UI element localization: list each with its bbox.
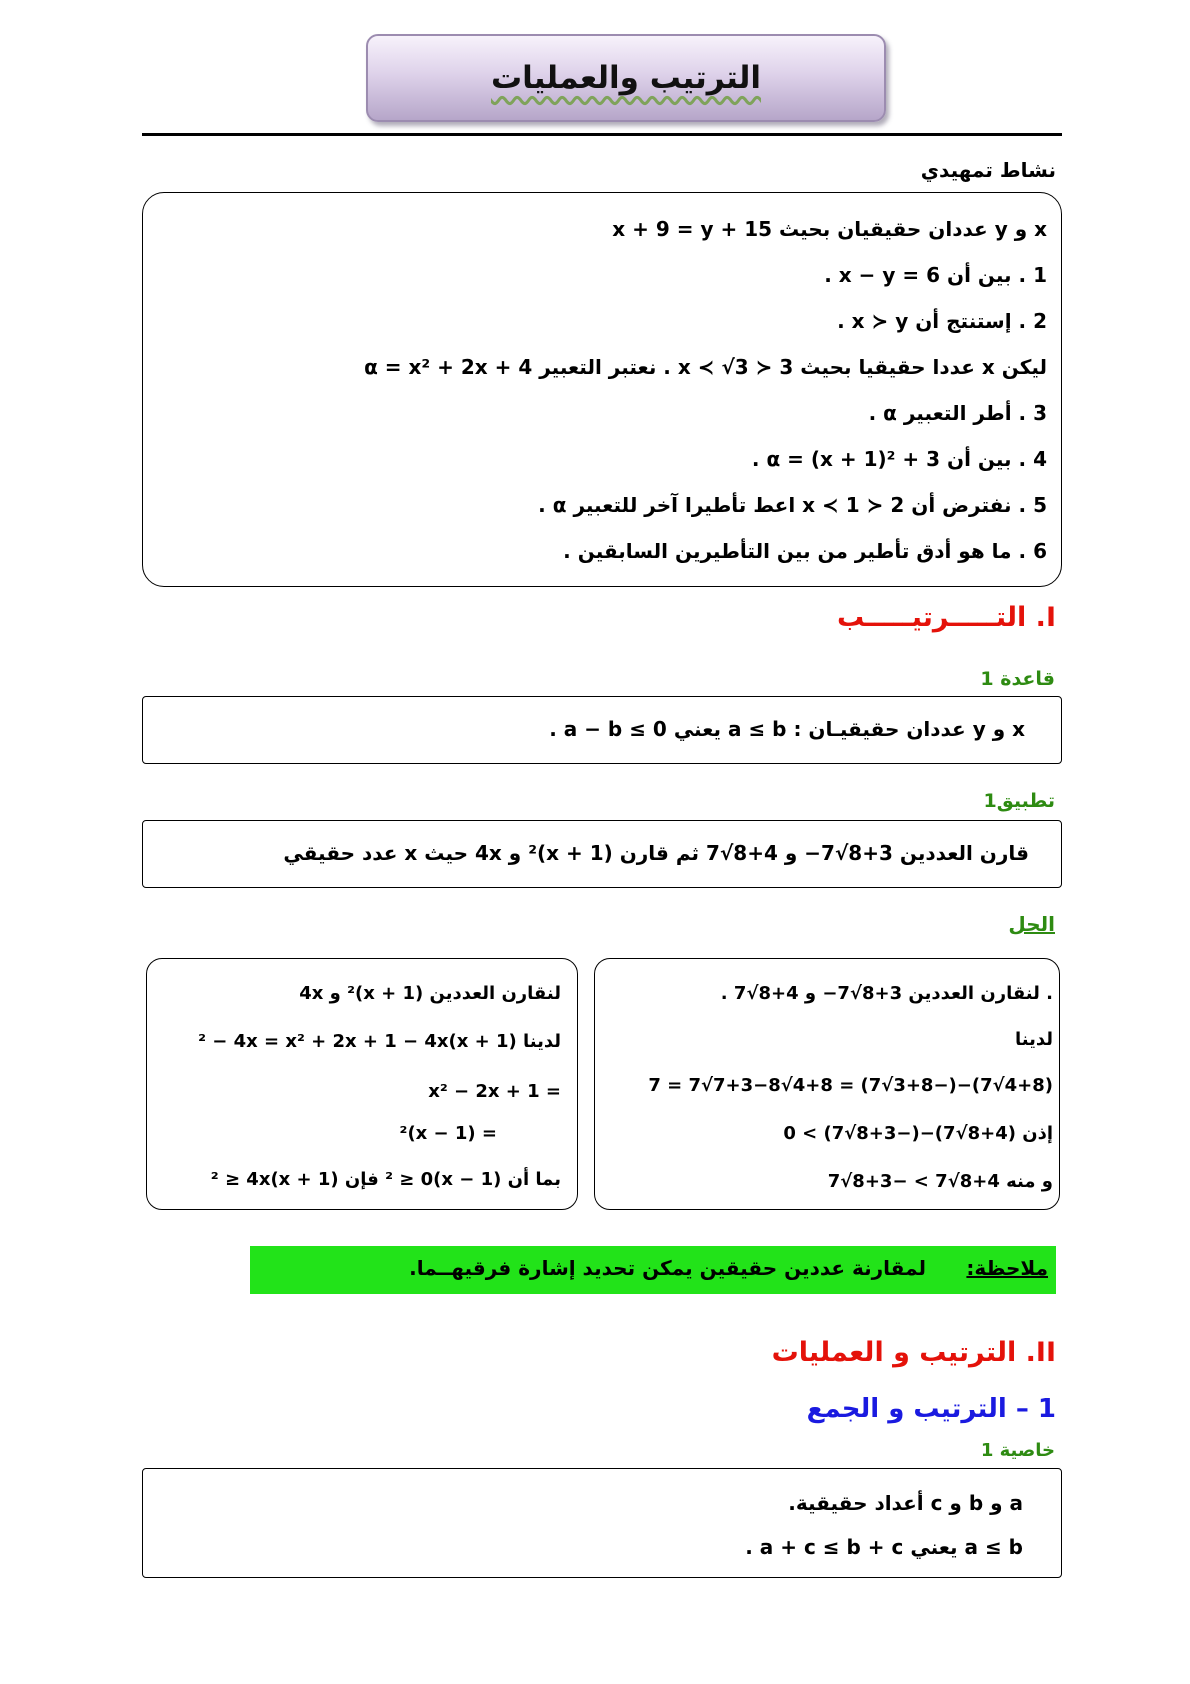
section-2-title: II. الترتيب و العمليات: [771, 1337, 1056, 1368]
activity-line-4: ليكن x عددا حقيقيا بحيث 3 ≺ x ≺ √3 . نعتبر التعبير α = x² + 2x + 4: [364, 355, 1047, 379]
activity-line-7: 5 . نفترض أن 2 ≺ x ≺ 1 اعط تأطيرا آخر للتعبير α .: [538, 493, 1047, 517]
title-banner: [366, 34, 886, 122]
solution-label: الحل: [1008, 912, 1055, 936]
solution-left-line-2: لدينا (x + 1)² − 4x = x² + 2x + 1 − 4x: [198, 1031, 561, 1052]
activity-line-8: 6 . ما هو أدق تأطير من بين التأطيرين السابقين .: [563, 539, 1047, 563]
note-bar: [250, 1246, 1056, 1294]
solution-right-box: [594, 958, 1060, 1210]
section-1-title: I. التـــــرتيـــــب: [837, 602, 1056, 633]
solution-right-line-2: لدينا: [1014, 1029, 1053, 1050]
rule-text: x و y عددان حقيقيـان : a ≤ b يعني a − b ≤ 0 .: [549, 717, 1025, 741]
title-rule: [142, 133, 1062, 136]
rule-label: قاعدة 1: [980, 668, 1055, 690]
note-text: لمقارنة عددين حقيقين يمكن تحديد إشارة فرقيهــما.: [409, 1256, 926, 1280]
rule-box: [142, 696, 1062, 764]
solution-left-line-1: لنقارن العددين (x + 1)² و 4x: [299, 983, 561, 1004]
solution-left-line-4: = (x − 1)²: [399, 1123, 497, 1144]
property-box: [142, 1468, 1062, 1578]
solution-right-line-1: . لنقارن العددين 3+8√7− و 4+8√7 .: [720, 983, 1053, 1004]
application-text: قارن العددين 3+8√7− و 4+8√7 ثم قارن (x + 1)² و 4x حيث x عدد حقيقي: [283, 841, 1029, 865]
solution-left-line-5: بما أن (x − 1)² ≥ 0 فإن (x + 1)² ≥ 4x: [210, 1169, 561, 1190]
property-label: خاصية 1: [980, 1440, 1055, 1461]
activity-line-3: 2 . إستنتج أن x ≻ y .: [837, 309, 1047, 333]
activity-line-1: x و y عددان حقيقيان بحيث x + 9 = y + 15: [612, 217, 1047, 241]
property-line-2: a ≤ b يعني a + c ≤ b + c .: [745, 1535, 1023, 1559]
page-title: الترتيب والعمليات: [490, 60, 762, 96]
activity-line-5: 3 . أطر التعبير α .: [868, 401, 1047, 425]
activity-line-2: 1 . بين أن x − y = 6 .: [824, 263, 1047, 287]
property-line-1: a و b و c أعداد حقيقية.: [788, 1491, 1023, 1515]
application-box: [142, 820, 1062, 888]
subsection-1-title: 1 – الترتيب و الجمع: [806, 1394, 1056, 1424]
solution-left-box: [146, 958, 578, 1210]
solution-left-line-3: = x² − 2x + 1: [428, 1081, 561, 1102]
activity-line-6: 4 . بين أن α = (x + 1)² + 3 .: [751, 447, 1047, 471]
activity-box: [142, 192, 1062, 587]
solution-right-line-4: إذن (4+8√7)−(−3+8√7) > 0: [783, 1123, 1053, 1144]
solution-right-line-5: و منه 4+8√7 > −3+8√7: [827, 1171, 1053, 1192]
activity-heading: نشاط تمهيدي: [920, 158, 1056, 182]
solution-right-line-3: (4+8√7)−(−3+8√7) = 4+8√7+3−8√7 = 7: [648, 1075, 1053, 1096]
note-label: ملاحظة:: [966, 1256, 1048, 1280]
application-label: تطبيق1: [983, 790, 1055, 812]
